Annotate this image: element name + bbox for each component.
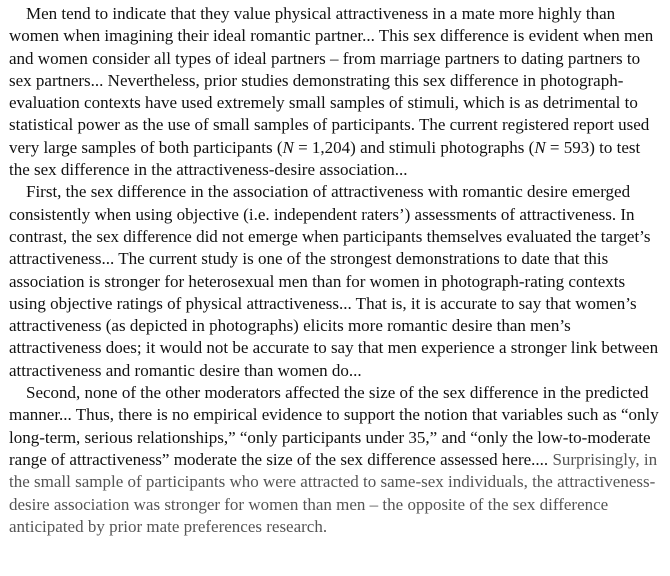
paragraph-1 <box>9 3 660 181</box>
paragraph-1-end-text: = 593) to test the sex difference in the attractiveness-desire association... <box>9 137 641 180</box>
paragraph-3 <box>9 382 660 538</box>
sample-size-symbol: N <box>282 137 294 157</box>
paragraph-2-text: First, the sex difference in the association of attractiveness with romantic desire emerged consistently when using objective (i.e. independent raters’) assessments of attractiveness. In contrast, the sex difference did not emerge when participants themselves evaluated the target’s attractiveness... The current study is one of the strongest demonstrations to date that this association is stronger for heterosexual men than for women in photograph-rating contexts using objective ratings of physical attractiveness... That is, it is accurate to say that women’s attractiveness (as depicted in photographs) elicits more romantic desire than men’s attractiveness does; it would not be accurate to say that men experience a stronger link between attractiveness and romantic desire than women do... <box>9 182 659 380</box>
paragraph-3-text: Second, none of the other moderators affected the size of the sex difference in the predicted manner... Thus, there is no empirical evidence to support the notion that variables such as “only long-term, serious relationships,” “only participants under 35,” and “only the low-to-moderate range of attractiveness” moderate the size of the sex difference assessed here.... <box>9 383 659 469</box>
paragraph-1-text: Men tend to indicate that they value physical attractiveness in a mate more highly than women when imagining their ideal romantic partner... This sex difference is evident when men and women consider all types of ideal partners – from marriage partners to dating partners to sex partners... Nevertheless, prior studies demonstrating this sex difference in photograph-evaluation contexts have used extremely small samples of stimuli, which is as detrimental to statistical power as the use of small samples of participants. The current registered report used very large samples of both participants ( <box>9 4 654 157</box>
stimuli-size-symbol: N <box>534 137 546 157</box>
paragraph-3-faded-text: Surprisingly, in the small sample of participants who were attracted to same-sex individuals, the attractiveness-desire association was stronger for women than men – the opposite of the sex difference anticipated by prior mate preferences research. <box>9 449 658 536</box>
paragraph-1-mid-text: = 1,204) and stimuli photographs ( <box>293 137 535 157</box>
paragraph-2 <box>9 181 660 382</box>
